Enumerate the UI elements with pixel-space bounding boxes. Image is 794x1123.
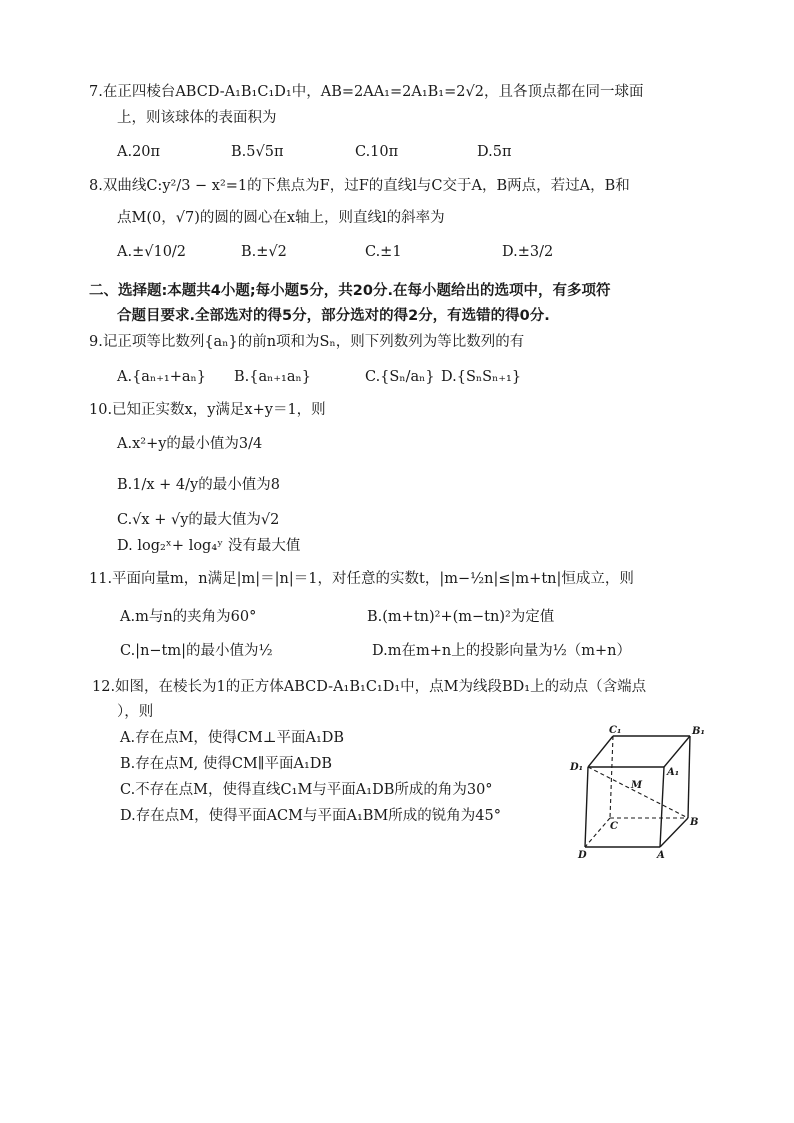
section2-heading-line2: 合题目要求.全部选对的得5分，部分选对的得2分，有选错的得0分.	[117, 308, 550, 324]
q10-option-b: B.1/x + 4/y的最小值为8	[117, 477, 280, 493]
q12-option-d: D.存在点M，使得平面ACM与平面A₁BM所成的锐角为45°	[120, 808, 501, 824]
label-b1: B₁	[692, 726, 705, 737]
q11-option-c: C.|n−tm|的最小值为½	[120, 643, 273, 659]
q8-option-b: B.±√2	[241, 244, 287, 260]
edge-b1-b	[688, 736, 690, 818]
label-a1: A₁	[667, 767, 680, 778]
label-m: M	[631, 780, 643, 791]
label-a: A	[657, 850, 665, 861]
q8-stem-line2: 点M(0，√7)的圆的圆心在x轴上，则直线l的斜率为	[117, 210, 445, 226]
cube-figure	[568, 722, 718, 862]
q9-stem: 9.记正项等比数列{aₙ}的前n项和为Sₙ，则下列数列为等比数列的有	[89, 334, 525, 350]
edge-a1-a	[660, 767, 664, 847]
q7-option-b: B.5√5π	[231, 144, 284, 160]
q10-option-a: A.x²+y的最小值为3/4	[117, 436, 263, 452]
q9-option-c: C.{Sₙ/aₙ}	[365, 369, 435, 385]
edge-c1-d1	[588, 736, 613, 767]
q11-option-d: D.m在m+n上的投影向量为½（m+n）	[372, 643, 631, 659]
q10-option-d: D. log₂ˣ+ log₄ʸ 没有最大值	[117, 538, 301, 554]
q12-stem-line1: 12.如图，在棱长为1的正方体ABCD-A₁B₁C₁D₁中，点M为线段BD₁上的动点（含端点	[92, 679, 647, 695]
edge-c1-c-hidden	[610, 736, 613, 818]
q12-stem-line2: ），则	[117, 704, 154, 720]
q9-option-d: D.{SₙSₙ₊₁}	[441, 369, 522, 385]
q11-option-a: A.m与n的夹角为60°	[120, 609, 257, 625]
q8-option-d: D.±3/2	[502, 244, 554, 260]
q12-option-c: C.不存在点M，使得直线C₁M与平面A₁DB所成的角为30°	[120, 782, 493, 798]
q10-option-c: C.√x + √y的最大值为√2	[117, 512, 280, 528]
q8-stem-line1: 8.双曲线C:y²/3 − x²=1的下焦点为F，过F的直线l与C交于A，B两点，若过A，B和	[89, 178, 630, 194]
q7-option-d: D.5π	[477, 144, 512, 160]
label-b: B	[690, 817, 699, 828]
q12-option-b: B.存在点M, 使得CM∥平面A₁DB	[120, 756, 333, 772]
edge-d1-d	[585, 767, 588, 847]
label-d: D	[578, 850, 587, 861]
q7-stem-line2: 上，则该球体的表面积为	[117, 110, 277, 126]
q9-option-a: A.{aₙ₊₁+aₙ}	[117, 369, 206, 385]
q8-option-a: A.±√10/2	[117, 244, 187, 260]
q11-stem: 11.平面向量m，n满足|m|＝|n|＝1，对任意的实数t，|m−½n|≤|m+tn|恒成立，则	[89, 571, 634, 587]
q7-option-c: C.10π	[355, 144, 399, 160]
section2-heading-line1: 二、选择题:本题共4小题;每小题5分，共20分.在每小题给出的选项中，有多项符	[89, 283, 611, 299]
q7-stem-line1: 7.在正四棱台ABCD-A₁B₁C₁D₁中，AB=2AA₁=2A₁B₁=2√2，且各顶点都在同一球面	[89, 84, 644, 100]
q12-option-a: A.存在点M，使得CM⊥平面A₁DB	[120, 730, 345, 746]
label-c: C	[610, 821, 618, 832]
q9-option-b: B.{aₙ₊₁aₙ}	[234, 369, 312, 385]
edge-b1-a1	[664, 736, 690, 767]
edge-c-d-hidden	[585, 818, 610, 847]
q11-option-b: B.(m+tn)²+(m−tn)²为定值	[367, 609, 555, 625]
label-d1: D₁	[570, 762, 584, 773]
edge-a-b	[660, 818, 688, 847]
q8-option-c: C.±1	[365, 244, 402, 260]
label-c1: C₁	[609, 725, 622, 736]
q10-stem: 10.已知正实数x，y满足x+y＝1，则	[89, 402, 326, 418]
q7-option-a: A.20π	[117, 144, 161, 160]
